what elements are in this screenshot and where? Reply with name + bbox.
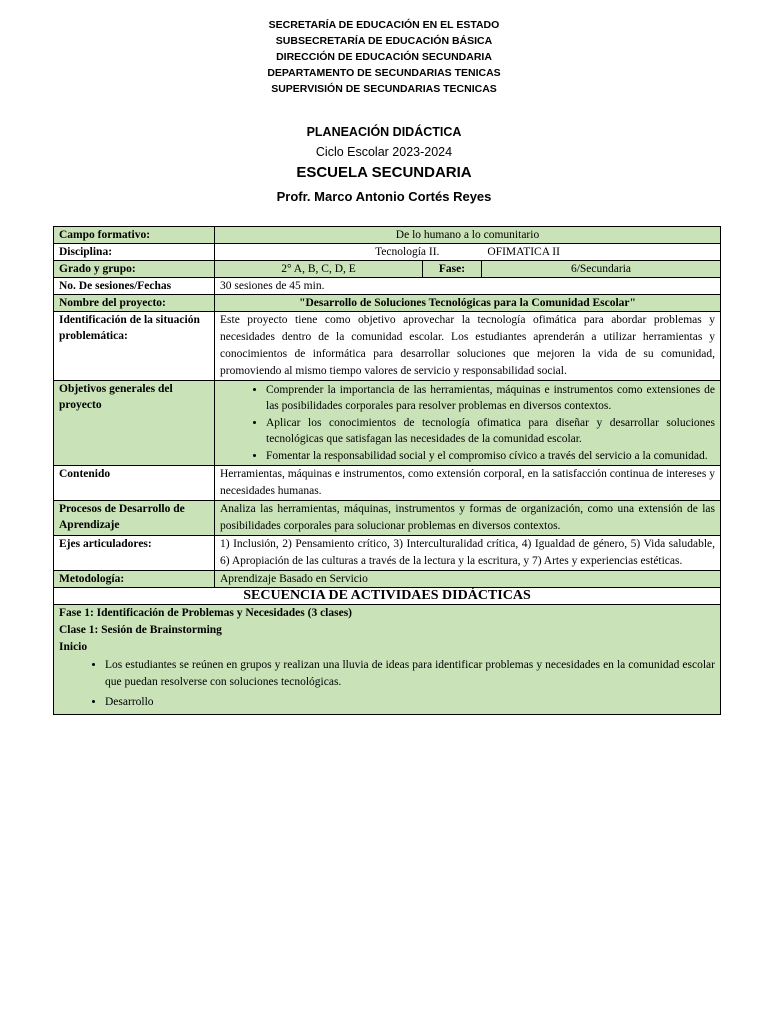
ejes-value: 1) Inclusión, 2) Pensamiento crítico, 3) Interculturalidad crítica, 4) Igualdad de género, 5) Vida saludable, 6) Apropiación de las culturas a través de la lectura y la escritura, y 7) Artes y experiencias estéticas. (215, 536, 721, 571)
disciplina-text: Tecnología II. (375, 246, 440, 258)
row-secuencia-title (54, 588, 721, 605)
header-line-2: SUBSECRETARÍA DE EDUCACIÓN BÁSICA (275, 35, 493, 47)
campo-label: Campo formativo: (54, 227, 215, 244)
objetivo-item: • Comprender la importancia de las herramientas, máquinas e instrumentos como extensiones de las posibilidades corporales para resolver problemas en diversos contextos. (266, 382, 715, 414)
sesiones-value: 30 sesiones de 45 min. (215, 278, 721, 295)
profesor-name: Profr. Marco Antonio Cortés Reyes (276, 189, 492, 204)
header-line-5: SUPERVISIÓN DE SECUNDARIAS TECNICAS (271, 83, 497, 95)
row-sesiones (54, 278, 721, 295)
secuencia-title: SECUENCIA DE ACTIVIDAES DIDÁCTICAS (54, 588, 721, 605)
inicio-item: • Los estudiantes se reúnen en grupos y realizan una lluvia de ideas para identificar problemas y necesidades en la comunidad escolar que puedan resolverse con soluciones tecnológicas. (105, 657, 715, 691)
objetivos-list (220, 382, 715, 464)
planeacion-table (53, 226, 721, 715)
row-procesos (54, 501, 721, 536)
metodologia-label: Metodología: (54, 571, 215, 588)
row-identificacion (54, 312, 721, 381)
fase-label: Fase: (423, 261, 482, 278)
row-ejes (54, 536, 721, 571)
grado-label: Grado y grupo: (54, 261, 215, 278)
fase-1-title: Fase 1: Identificación de Problemas y Necesidades (3 clases) (59, 607, 352, 619)
row-objetivos (54, 381, 721, 466)
title-block (0, 122, 768, 208)
identificacion-label: Identificación de la situación problemática: (54, 312, 215, 381)
row-fase-1 (54, 605, 721, 715)
campo-value: De lo humano a lo comunitario (215, 227, 721, 244)
inicio-item: • Desarrollo (105, 694, 715, 711)
disciplina-label: Disciplina: (54, 244, 215, 261)
procesos-value: Analiza las herramientas, máquinas, instrumentos y formas de organización, como una extensión de las posibilidades corporales para solucionar problemas en diversos contextos. (215, 501, 721, 536)
inicio-label: Inicio (59, 641, 88, 653)
objetivo-item: • Aplicar los conocimientos de tecnología ofimatica para diseñar y desarrollar soluciones tecnológicas que satisfagan las necesidades de la comunidad escolar. (266, 415, 715, 447)
row-contenido (54, 466, 721, 501)
header-line-1: SECRETARÍA DE EDUCACIÓN EN EL ESTADO (268, 19, 500, 31)
row-disciplina (54, 244, 721, 261)
objetivo-item: • Fomentar la responsabilidad social y el compromiso cívico a través del servicio a la comunidad. (266, 448, 715, 464)
inicio-list (59, 657, 715, 711)
row-metodologia (54, 571, 721, 588)
grado-value: 2° A, B, C, D, E (215, 261, 423, 278)
objetivos-label: Objetivos generales del proyecto (54, 381, 215, 466)
contenido-label: Contenido (54, 466, 215, 501)
planeacion-title: PLANEACIÓN DIDÁCTICA (306, 125, 462, 139)
ejes-label: Ejes articuladores: (54, 536, 215, 571)
disciplina-value (215, 244, 721, 261)
ciclo-escolar: Ciclo Escolar 2023-2024 (315, 145, 453, 159)
header-line-3: DIRECCIÓN DE EDUCACIÓN SECUNDARIA (276, 51, 492, 63)
escuela-title: ESCUELA SECUNDARIA (296, 164, 472, 181)
contenido-value: Herramientas, máquinas e instrumentos, como extensión corporal, en la satisfacción continua de intereses y necesidades humanas. (215, 466, 721, 501)
row-grado-grupo (54, 261, 721, 278)
proyecto-value: "Desarrollo de Soluciones Tecnológicas para la Comunidad Escolar" (215, 295, 721, 312)
proyecto-label: Nombre del proyecto: (54, 295, 215, 312)
objetivos-value (215, 381, 721, 466)
metodologia-value: Aprendizaje Basado en Servicio (215, 571, 721, 588)
identificacion-value: Este proyecto tiene como objetivo aprovechar la tecnología ofimática para abordar problemas y necesidades dentro de la comunidad escolar. Los estudiantes aprenderán a utilizar herramientas y conocimientos de informática para desarrollar soluciones que mejoren la vida de su comunidad, promoviendo al mismo tiempo valores de servicio y responsabilidad social. (215, 312, 721, 381)
fase-value: 6/Secundaria (482, 261, 721, 278)
disciplina-text-2: OFIMATICA II (487, 246, 560, 258)
procesos-label: Procesos de Desarrollo de Aprendizaje (54, 501, 215, 536)
row-campo-formativo (54, 227, 721, 244)
row-proyecto (54, 295, 721, 312)
document-header (0, 17, 768, 97)
header-line-4: DEPARTAMENTO DE SECUNDARIAS TENICAS (267, 67, 501, 79)
clase-1-title: Clase 1: Sesión de Brainstorming (59, 624, 222, 636)
sesiones-label: No. De sesiones/Fechas (54, 278, 215, 295)
fase-1-content (54, 605, 721, 715)
